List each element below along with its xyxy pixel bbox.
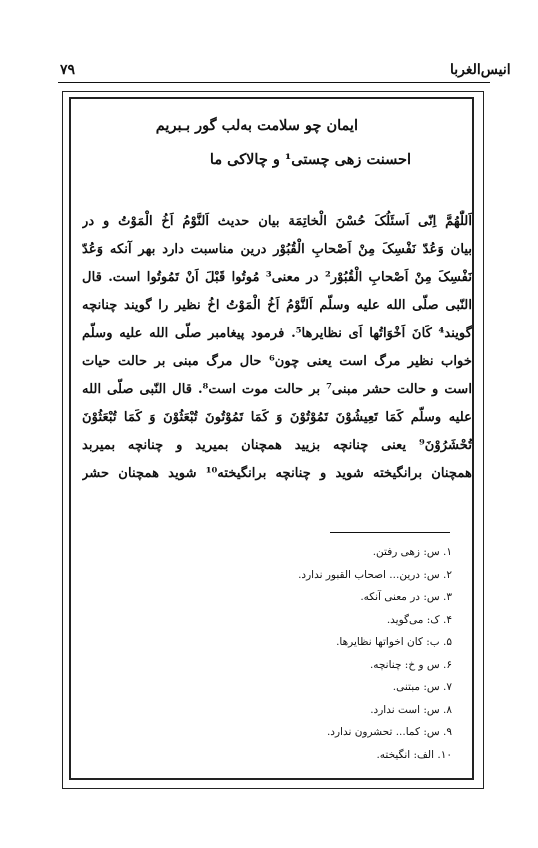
body-line: بیان وَعُدّ نَفْسِکَ مِنْ اَصْحابِ الْقُبُوْر درین مناسبت دارد بهر آنکه وَعُدّ — [82, 242, 472, 257]
body-line: است و حالت حشر مبنی⁷ بر حالت موت است⁸. قال النّبی صلّی الله — [82, 382, 472, 397]
body-line: خواب نظیر مرگ است یعنی چون⁶ حال مرگ مبنی بر حالت حیات — [82, 354, 472, 369]
footnote: ۹. س: کما... تحشرون ندارد. — [326, 726, 452, 738]
running-title: انیس‌الغربا — [450, 62, 511, 78]
body-text — [82, 208, 472, 488]
header-rule — [58, 82, 490, 83]
body-line: علیه وسلّم کَمَا تَعِیشُوْنَ تَمُوْتُوْنَ وَ کَمَا تَمُوْتُونَ تُبْعَثُوْنَ وَ کَمَا تُبْعَثُوْنَ — [82, 410, 472, 425]
footnote-rule — [330, 532, 450, 533]
body-line: همچنان برانگیخته شوید و چنانچه برانگیخته¹⁰ شوید همچنان حشر — [82, 466, 472, 481]
footnote: ۲. س: درین... اصحاب القبور ندارد. — [298, 568, 452, 581]
footnote: ۵. ب: کان اخواتها نظایرها. — [336, 636, 452, 648]
body-line: گویند⁴ کَانَ اَخْوَاتُها اَی نظایرها⁵. فرمود پیغامبر صلّی الله علیه وسلّم — [82, 326, 472, 341]
footnotes — [298, 541, 452, 766]
footnote: ۸. س: است ندارد. — [370, 703, 452, 716]
body-line: تُحْشَرُوْنَ⁹ یعنی چنانچه بزیید همچنان بمیرید و چنانچه بمیربد — [82, 438, 472, 453]
footnote: ۶. س و خ: چنانچه. — [369, 658, 452, 671]
body-line: نَفْسِکَ مِنْ اَصْحابِ الْقُبُوْر² در معنی³ مُوتُوا قَبْلَ اَنْ تَمُوتُوا است. قال — [82, 270, 472, 285]
footnote: ۱۰. الف: انگیخته. — [376, 748, 452, 761]
poem-line-2: احسنت زهی چستی¹ و چالاکی ما — [209, 151, 411, 168]
body-line: النّبی صلّی الله علیه وسلّم اَلنَّوْمُ اَخُ الْمَوْتُ اخُ نظیر را گویند چنانچه — [82, 298, 472, 313]
footnote: ۳. س: در معنی آنکه. — [360, 591, 452, 603]
poem-line-1: ایمان چو سلامت به‌لب گور بـبریم — [155, 117, 358, 134]
footnote: ۷. س: مبتنی. — [392, 681, 452, 693]
body-line: اَللّٰهُمَّ اِنّی اَسئَلُکَ حُسْنَ الْخاتِمَة بیان حدیث اَلنَّوْمُ اَخُ الْمَوْتُ و در — [82, 214, 472, 229]
footnote: ۴. ک: می‌گوید. — [386, 613, 452, 626]
footnote: ۱. س: زهی رفتن. — [372, 546, 452, 558]
page-number: ۷۹ — [60, 62, 76, 78]
